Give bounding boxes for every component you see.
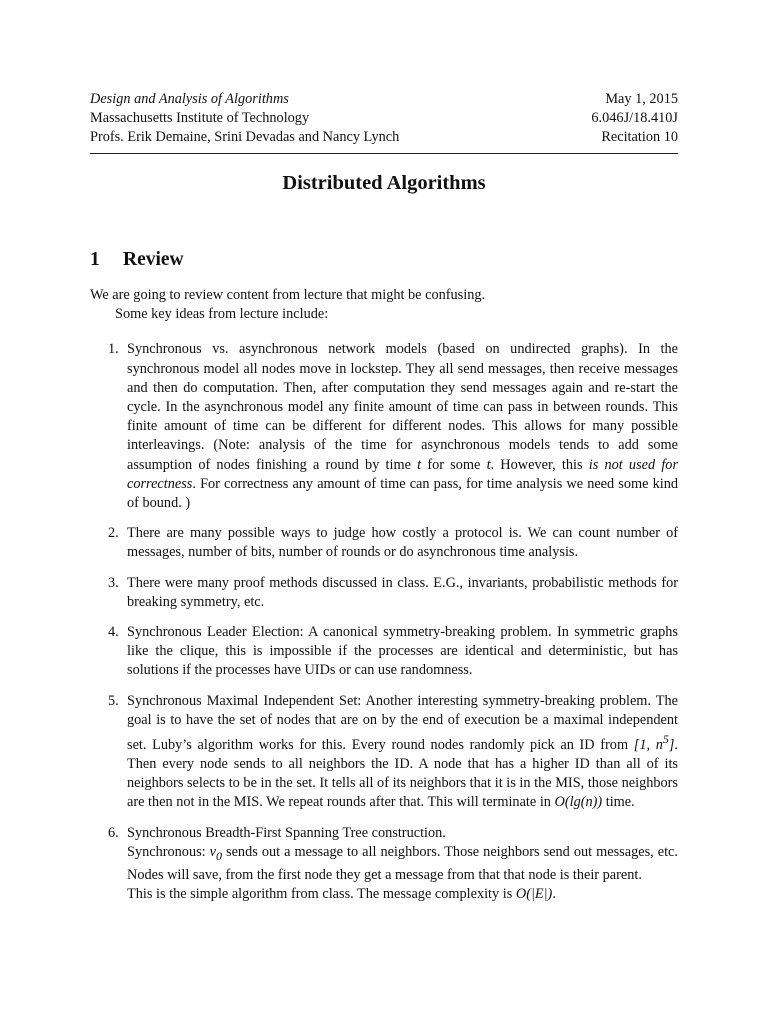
document-page (90, 90, 678, 915)
math-exponent: 5 (662, 732, 669, 747)
list-item (90, 824, 678, 905)
math-interval (633, 732, 675, 753)
key-ideas-list (90, 340, 678, 904)
item-text: . For correctness any amount of time can pass, for time analysis we need some kind of bound. ) (127, 475, 678, 512)
math-interval-close: ] (668, 736, 675, 753)
item-text: There were many proof methods discussed in class. E.G., invariants, probabilistic methods for breaking symmetry, etc. (127, 574, 678, 610)
recitation-number: Recitation 10 (601, 129, 678, 145)
item-number: 6. (108, 824, 119, 841)
section-title: Review (123, 249, 184, 270)
item-number: 3. (108, 574, 119, 591)
item-number: 4. (108, 624, 119, 641)
emphasis-text: is not used for correctness (127, 456, 679, 492)
list-item (90, 574, 678, 612)
item-text: . Then every node sends to all neighbors the ID. A node that has a higher ID than all of its neighbors selects to be in the set. It tells all of its neighbors that it is in the MIS, those neighbors are then not in the MIS. We repeat rounds after that. This will terminate in (127, 736, 678, 811)
item-text: Synchronous Leader Election: A canonical symmetry-breaking problem. In symmetric graphs like the clique, this is impossible if the processes are identical and deterministic, but has solutions if the processes have UIDs or can use randomness. (127, 624, 678, 679)
header-left (90, 90, 399, 147)
item-number: 1. (108, 341, 119, 358)
item-number: 2. (108, 525, 119, 542)
math-interval-base: [1, n (633, 736, 663, 753)
item-text: Synchronous vs. asynchronous network models (based on undirected graphs). In the synchronous model all nodes move in lockstep. They all send messages, then receive messages and then do computation. Then, after computation they send messages again and re-start the cycle. In the asynchronous model any finite amount of time can pass in between rounds. This finite amount of time can be different for different nodes. This allows for many possible interleavings. (Note: analysis of the time for asynchronous models tends to add some assumption of nodes finishing a round by time (127, 341, 678, 473)
item-text: for some (421, 456, 487, 473)
math-t: t (417, 456, 422, 473)
item-paragraph (127, 885, 678, 904)
item-heading-line: Synchronous Breadth-First Spanning Tree construction. (127, 824, 446, 841)
course-number: 6.046J/18.410J (591, 110, 678, 126)
header-rule (90, 153, 678, 154)
item-text: This is the simple algorithm from class. The message complexity is (127, 886, 516, 903)
math-v: v (209, 843, 217, 860)
item-text: There are many possible ways to judge how costly a protocol is. We can count number of messages, number of bits, number of rounds or do asynchronous time analysis. (127, 525, 678, 561)
list-item (90, 623, 678, 681)
math-subscript: 0 (216, 848, 222, 863)
item-text: Synchronous: (127, 843, 210, 860)
document-title: Distributed Algorithms (282, 172, 486, 194)
item-number: 5. (108, 692, 119, 709)
item-text: Synchronous Maximal Independent Set: Another interesting symmetry-breaking problem. The goal is to have the set of nodes that are on by the end of execution be a maximal independent set. Luby’s algorithm works for this. Every round nodes randomly pick an ID from (127, 692, 678, 753)
document-header (90, 90, 678, 147)
header-right (591, 90, 678, 147)
item-text: . However, this (490, 456, 589, 473)
item-paragraph (127, 843, 678, 885)
date: May 1, 2015 (605, 91, 678, 107)
item-text: . (552, 886, 556, 903)
course-name: Design and Analysis of Algorithms (90, 91, 289, 107)
section-heading (90, 249, 678, 271)
intro-line-2: Some key ideas from lecture include: (115, 306, 329, 323)
math-big-o: O(|E|) (515, 886, 553, 903)
list-item (90, 692, 678, 813)
list-item (90, 524, 678, 562)
institution: Massachusetts Institute of Technology (90, 110, 310, 126)
math-big-o: O(lg(n)) (554, 794, 603, 811)
item-text: sends out a message to all neighbors. Those neighbors send out messages, etc. Nodes will save, from the first node they get a message from that that node is their parent. (127, 843, 678, 883)
math-v0 (209, 843, 222, 863)
item-text: time. (602, 794, 635, 811)
intro-line-1: We are going to review content from lecture that might be confusing. (90, 287, 486, 303)
section-number: 1 (90, 249, 100, 270)
professors: Profs. Erik Demaine, Srini Devadas and Nancy Lynch (90, 129, 400, 145)
list-item (90, 340, 678, 513)
math-t: t (486, 456, 491, 473)
